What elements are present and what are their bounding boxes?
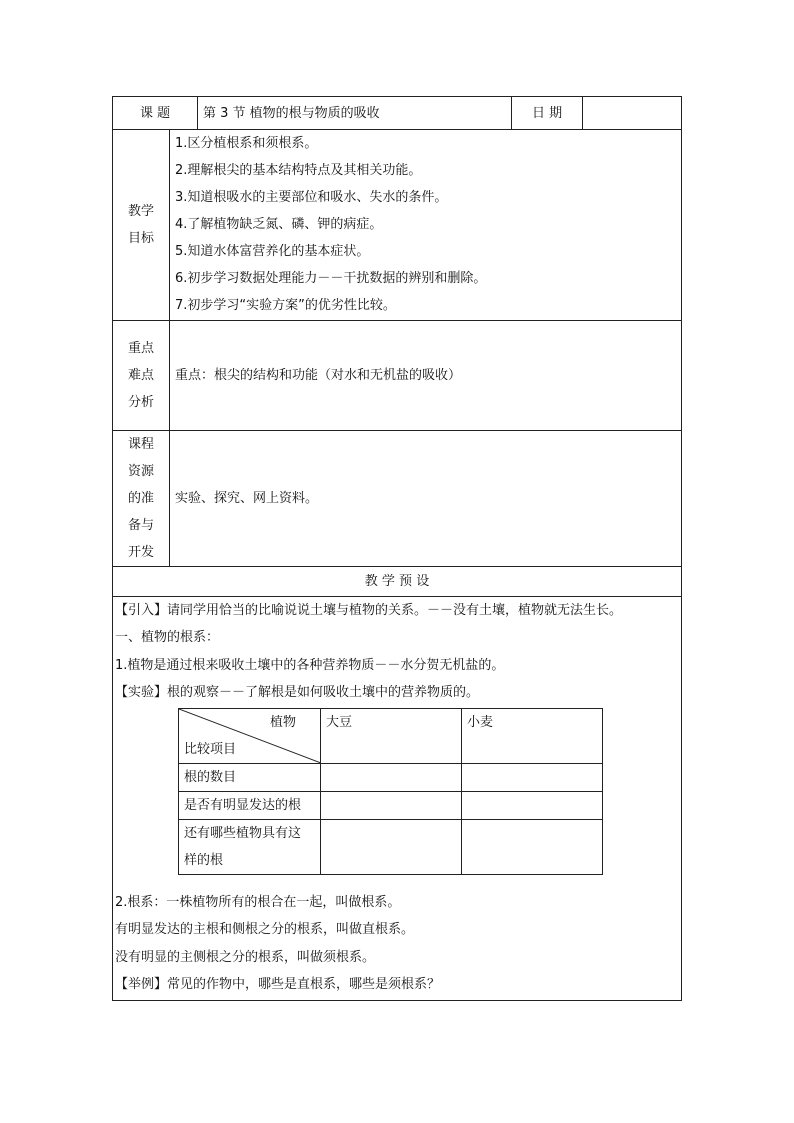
goals-label-line: 目标 bbox=[127, 231, 154, 246]
root-comparison-table bbox=[178, 708, 603, 875]
goals-content bbox=[170, 130, 682, 321]
resources-label-line: 资源 bbox=[127, 464, 154, 479]
key-points-content: 重点：根尖的结构和功能（对水和无机盐的吸收） bbox=[170, 321, 682, 431]
table-cell bbox=[462, 820, 603, 875]
goal-item: 5.知道水体富营养化的基本症状。 bbox=[175, 244, 370, 259]
resources-row bbox=[113, 431, 682, 567]
key-points-row bbox=[113, 321, 682, 431]
goal-item: 7.初步学习“实验方案”的优劣性比较。 bbox=[175, 298, 396, 313]
row-label-line: 还有哪些植物具有这 bbox=[184, 826, 302, 842]
table-cell bbox=[462, 792, 603, 820]
body-line: 一、植物的根系： bbox=[115, 630, 220, 646]
key-points-label-line: 重点 bbox=[127, 341, 154, 356]
table-cell bbox=[321, 764, 462, 792]
goal-item: 6.初步学习数据处理能力－－干扰数据的辨别和删除。 bbox=[175, 271, 487, 286]
body-line: 【引入】请同学用恰当的比喻说说土壤与植物的关系。－－没有土壤，植物就无法生长。 bbox=[115, 603, 623, 618]
goals-label-line: 教学 bbox=[127, 204, 154, 219]
table-row bbox=[179, 764, 603, 792]
goal-item: 3.知道根吸水的主要部位和吸水、失水的条件。 bbox=[175, 190, 448, 205]
goal-item: 2.理解根尖的基本结构特点及其相关功能。 bbox=[175, 163, 422, 178]
preset-body bbox=[113, 597, 682, 1001]
body-line: 有明显发达的主根和侧根之分的根系，叫做直根系。 bbox=[115, 922, 415, 938]
lesson-plan-table bbox=[112, 96, 682, 1001]
key-points-label-line: 难点 bbox=[127, 368, 154, 383]
subject-label: 课 题 bbox=[113, 97, 198, 130]
key-points-label bbox=[113, 321, 170, 431]
lesson-title: 第 3 节 植物的根与物质的吸收 bbox=[198, 97, 512, 130]
column-header: 大豆 bbox=[321, 709, 462, 764]
corner-bottom-label: 比较项目 bbox=[184, 742, 237, 758]
date-label: 日 期 bbox=[512, 97, 583, 130]
resources-label-line: 课程 bbox=[127, 437, 154, 452]
date-value bbox=[583, 97, 682, 130]
resources-label-line: 的准 bbox=[127, 491, 154, 506]
table-cell bbox=[321, 820, 462, 875]
row-label bbox=[179, 820, 321, 875]
resources-label-line: 备与 bbox=[127, 518, 154, 533]
preset-heading-row bbox=[113, 567, 682, 597]
resources-label-line: 开发 bbox=[127, 545, 154, 560]
table-row bbox=[179, 792, 603, 820]
body-line: 没有明显的主侧根之分的根系，叫做须根系。 bbox=[115, 949, 376, 965]
header-row bbox=[113, 97, 682, 130]
diagonal-header-cell bbox=[179, 709, 321, 764]
goal-item: 4.了解植物缺乏氮、磷、钾的病症。 bbox=[175, 217, 383, 232]
goal-item: 1.区分植根系和须根系。 bbox=[175, 136, 318, 151]
column-header: 小麦 bbox=[462, 709, 603, 764]
goals-row bbox=[113, 130, 682, 321]
table-cell bbox=[462, 764, 603, 792]
body-line: 【实验】根的观察－－了解根是如何吸收土壤中的营养物质的。 bbox=[115, 684, 480, 700]
resources-content: 实验、探究、网上资料。 bbox=[170, 431, 682, 567]
body-line: 【举例】常见的作物中，哪些是直根系，哪些是须根系？ bbox=[115, 977, 441, 993]
comparison-header-row bbox=[179, 709, 603, 764]
table-cell bbox=[321, 792, 462, 820]
row-label: 是否有明显发达的根 bbox=[179, 792, 321, 820]
preset-body-row bbox=[113, 597, 682, 1001]
table-row bbox=[179, 820, 603, 875]
preset-heading: 教 学 预 设 bbox=[113, 567, 682, 597]
corner-top-label: 植物 bbox=[269, 715, 296, 731]
body-line: 2.根系：一株植物所有的根合在一起，叫做根系。 bbox=[115, 895, 401, 911]
row-label-line: 样的根 bbox=[184, 853, 224, 869]
row-label: 根的数目 bbox=[179, 764, 321, 792]
key-points-label-line: 分析 bbox=[127, 395, 154, 410]
resources-label bbox=[113, 431, 170, 567]
goals-label bbox=[113, 130, 170, 321]
body-line: 1.植物是通过根来吸收土壤中的各种营养物质－－水分贺无机盐的。 bbox=[115, 657, 505, 673]
